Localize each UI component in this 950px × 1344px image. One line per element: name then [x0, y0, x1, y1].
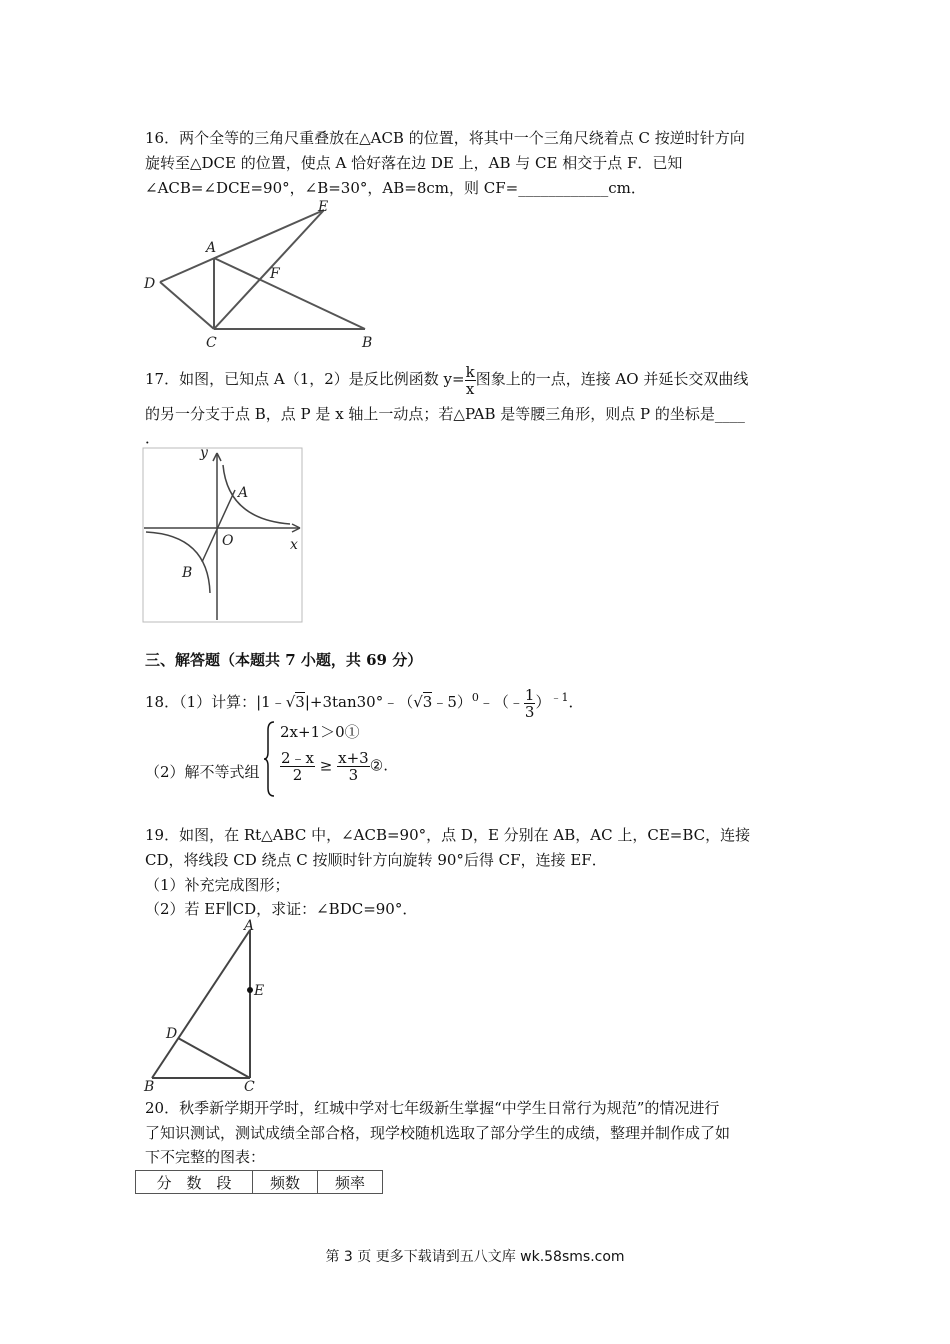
q18-sqrt3b: √3	[413, 693, 433, 711]
q19-label-A: A	[244, 918, 255, 934]
q17-label-A: A	[238, 485, 249, 501]
q20-line-3: 下不完整的图表：	[145, 1148, 266, 1166]
q19-segment-DC	[178, 1038, 250, 1078]
q18-brace	[262, 720, 278, 798]
q19-line-4: （2）若 EF∥CD，求证：∠BDC=90°．	[145, 900, 418, 918]
q18-p1-mid3: ﹣（﹣	[478, 693, 524, 711]
q17-fraction	[465, 364, 476, 397]
q20-score-table	[135, 1170, 383, 1194]
q18-part-2-prefix: （2）解不等式组	[145, 763, 260, 781]
q20-line-1: 20．秋季新学期开学时，红城中学对七年级新生掌握“中学生日常行为规范”的情况进行	[145, 1099, 720, 1117]
q17-segment-AB	[202, 490, 235, 562]
q16-line-3: ∠ACB=∠DCE=90°，∠B=30°，AB=8cm，则 CF=____________cm．	[145, 179, 646, 197]
q16-line-2: 旋转至△DCE 的位置，使点 A 恰好落在边 DE 上，AB 与 CE 相交于点 F．已知	[145, 154, 683, 172]
q16-label-B: B	[362, 335, 373, 350]
q18-sqrt3: √3	[285, 693, 305, 711]
table-header-frequency: 频数	[253, 1171, 318, 1194]
q19-label-C: C	[244, 1079, 255, 1094]
q19-point-E	[247, 987, 253, 993]
q16-label-D: D	[144, 276, 156, 292]
q17-frac-den: x	[465, 379, 475, 398]
q17-label-y: y	[200, 445, 208, 461]
q18-ineq2-right	[337, 750, 370, 783]
q17-hyperbola-branch-2	[146, 532, 210, 593]
q17-line-2: 的另一分支于点 B，点 P 是 x 轴上一动点；若△PAB 是等腰三角形，则点 P 的坐标是____	[145, 405, 745, 423]
q17-frac-num: k	[465, 362, 475, 381]
q18-p1-period: ．	[568, 693, 584, 711]
q18-ineq2-op: ≥	[319, 756, 333, 775]
q17-label-O: O	[222, 533, 234, 549]
table-header-row	[136, 1171, 383, 1194]
q18-p1-end: ）	[535, 693, 551, 711]
table-header-rate: 频率	[318, 1171, 383, 1194]
q18-ineq2-right-num: x+3	[338, 749, 369, 767]
q19-label-D: D	[166, 1026, 178, 1042]
q19-line-3: （1）补充完成图形；	[145, 876, 290, 894]
q16-figure	[138, 198, 378, 350]
page-footer: 第 3 页 更多下载请到五八文库 wk.58sms.com	[325, 1249, 625, 1265]
q18-p2-end: .	[383, 756, 388, 775]
q20-line-2: 了知识测试，测试成绩全部合格，现学校随机选取了部分学生的成绩，整理并制作成了如	[145, 1124, 731, 1142]
q16-segment-DC	[160, 282, 214, 329]
q19-figure	[140, 918, 280, 1094]
q18-frac-den: 3	[524, 702, 535, 721]
q17-line-3: ．	[145, 429, 161, 447]
q18-p1-prefix: 18．（1）计算：|1﹣	[145, 693, 286, 711]
q17-suffix: 图象上的一点，连接 AO 并延长交双曲线	[475, 370, 749, 388]
q18-ineq2-left-num: 2﹣x	[281, 749, 315, 767]
q18-p1-mid1: |+3tan30°﹣（	[304, 693, 414, 711]
q18-fraction	[524, 687, 536, 720]
q18-inequality-1: 2x+1＞0①	[280, 723, 360, 741]
q18-part-1	[145, 680, 583, 720]
q16-line-1: 16．两个全等的三角尺重叠放在△ACB 的位置，将其中一个三角尺绕着点 C 按逆时针方向	[145, 129, 745, 147]
q16-segment-CE	[214, 210, 324, 329]
q19-segment-AB	[152, 930, 250, 1078]
q18-p1-mid2: ﹣5）	[432, 693, 472, 711]
q16-label-A: A	[206, 240, 217, 256]
q18-frac-num: 1	[524, 685, 535, 704]
q17-label-x: x	[290, 537, 298, 553]
q17-figure	[140, 445, 306, 625]
q17-line-1	[145, 362, 748, 397]
q18-exp-0: 0	[471, 691, 479, 704]
q17-prefix: 17．如图，已知点 A（1，2）是反比例函数 y=	[145, 370, 465, 388]
q19-label-E: E	[254, 983, 265, 999]
q18-ineq2-mark: ②	[369, 756, 384, 775]
q18-ineq2-right-den: 3	[348, 766, 359, 784]
q19-line-2: CD，将线段 CD 绕点 C 按顺时针方向旋转 90°后得 CF，连接 EF．	[145, 851, 607, 869]
table-header-score-range: 分 数 段	[136, 1171, 253, 1194]
q19-label-B: B	[144, 1079, 155, 1094]
q18-ineq2-left	[280, 750, 315, 783]
q19-line-1: 19．如图，在 Rt△ABC 中，∠ACB=90°，点 D，E 分别在 AB，AC 上，CE=BC，连接	[145, 826, 751, 844]
q16-label-F: F	[270, 266, 280, 282]
q18-inequality-2	[280, 750, 388, 783]
section-3-title: 三、解答题（本题共 7 小题，共 69 分）	[145, 651, 423, 669]
q16-label-C: C	[206, 335, 217, 350]
q18-exp-neg1: ﹣1	[550, 691, 569, 704]
q16-segment-AB	[214, 258, 365, 329]
q17-label-B: B	[182, 565, 193, 581]
q16-label-E: E	[318, 199, 329, 215]
q18-ineq2-left-den: 2	[292, 766, 303, 784]
